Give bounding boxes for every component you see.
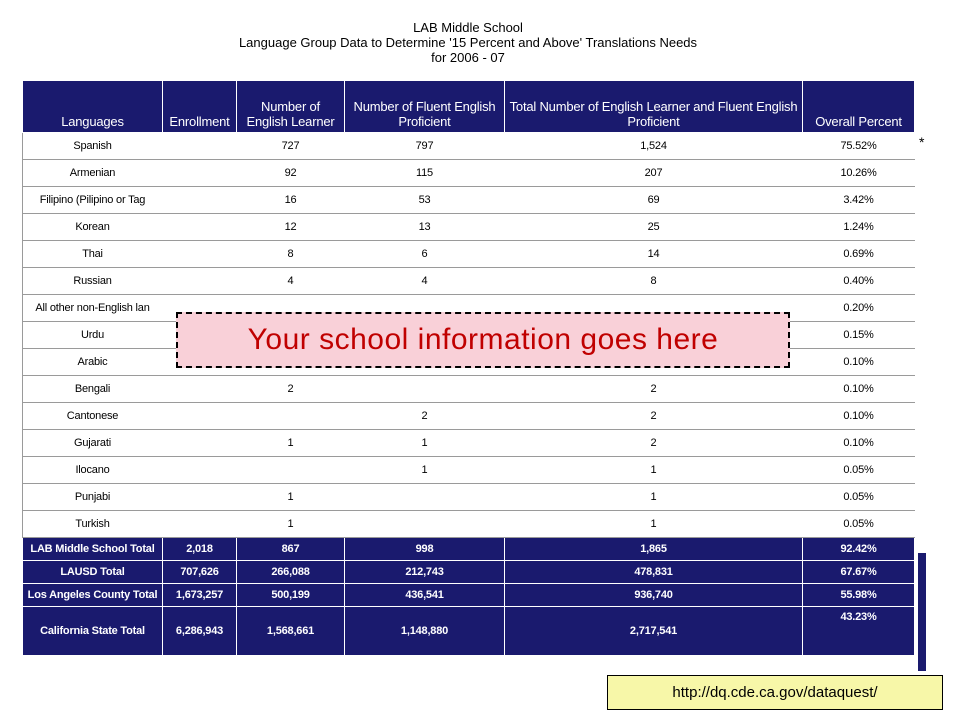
cell-percent: 0.10% [803, 403, 915, 430]
cell-language: All other non-English lan [23, 295, 163, 322]
cell-language: Arabic [23, 349, 163, 376]
total-cell-enrollment: 2,018 [163, 538, 237, 561]
cell-english-learner: 4 [237, 268, 345, 295]
cell-fluent-english [345, 511, 505, 538]
cell-enrollment [163, 241, 237, 268]
total-row [23, 561, 915, 584]
table-header-row [23, 81, 915, 133]
cell-language: Turkish [23, 511, 163, 538]
cell-percent: 0.05% [803, 511, 915, 538]
cell-total: 207 [505, 160, 803, 187]
table-row [23, 457, 915, 484]
table-row [23, 241, 915, 268]
cell-enrollment [163, 511, 237, 538]
cell-total: 1 [505, 457, 803, 484]
total-cell-english-learner: 266,088 [237, 561, 345, 584]
cell-enrollment [163, 187, 237, 214]
placeholder-text: Your school information goes here [247, 323, 719, 356]
footnote-mark: * [919, 134, 925, 150]
cell-enrollment [163, 484, 237, 511]
col-header-overall-percent: Overall Percent [803, 81, 915, 133]
cell-total: 2 [505, 376, 803, 403]
total-cell-total: 478,831 [505, 561, 803, 584]
cell-percent: 1.24% [803, 214, 915, 241]
total-cell-percent: 92.42% [803, 538, 915, 561]
total-cell-percent: 55.98% [803, 584, 915, 607]
cell-language: Korean [23, 214, 163, 241]
table-row [23, 268, 915, 295]
table-row [23, 133, 915, 160]
cell-fluent-english: 797 [345, 133, 505, 160]
cell-total: 8 [505, 268, 803, 295]
cell-percent: 3.42% [803, 187, 915, 214]
cell-english-learner: 16 [237, 187, 345, 214]
cell-percent: 10.26% [803, 160, 915, 187]
cell-total: 1 [505, 511, 803, 538]
cell-language: Filipino (Pilipino or Tag [23, 187, 163, 214]
cell-enrollment [163, 214, 237, 241]
total-cell-language: Los Angeles County Total [23, 584, 163, 607]
col-header-total: Total Number of English Learner and Fluent English Proficient [505, 81, 803, 133]
table-row [23, 511, 915, 538]
cell-percent: 0.20% [803, 295, 915, 322]
total-cell-language: LAUSD Total [23, 561, 163, 584]
cell-english-learner [237, 457, 345, 484]
table-row [23, 430, 915, 457]
cell-fluent-english: 115 [345, 160, 505, 187]
col-header-languages: Languages [23, 81, 163, 133]
cell-english-learner: 1 [237, 484, 345, 511]
col-header-english-learner: Number of English Learner [237, 81, 345, 133]
cell-enrollment [163, 268, 237, 295]
cell-english-learner: 1 [237, 430, 345, 457]
cell-total: 2 [505, 430, 803, 457]
table-row [23, 376, 915, 403]
cell-language: Russian [23, 268, 163, 295]
school-info-placeholder [176, 312, 790, 368]
table-row [23, 160, 915, 187]
cell-total: 25 [505, 214, 803, 241]
cell-language: Armenian [23, 160, 163, 187]
total-cell-percent: 43.23% [803, 607, 915, 656]
cell-percent: 0.05% [803, 484, 915, 511]
total-cell-enrollment: 707,626 [163, 561, 237, 584]
cell-fluent-english: 6 [345, 241, 505, 268]
total-cell-total: 936,740 [505, 584, 803, 607]
total-cell-language: LAB Middle School Total [23, 538, 163, 561]
total-cell-enrollment: 1,673,257 [163, 584, 237, 607]
table-row [23, 187, 915, 214]
cell-fluent-english [345, 376, 505, 403]
total-cell-fluent-english: 998 [345, 538, 505, 561]
cell-total: 2 [505, 403, 803, 430]
col-header-enrollment: Enrollment [163, 81, 237, 133]
cell-english-learner [237, 403, 345, 430]
total-row [23, 538, 915, 561]
cell-language: Punjabi [23, 484, 163, 511]
cell-percent: 0.40% [803, 268, 915, 295]
cell-percent: 0.10% [803, 349, 915, 376]
report-year: for 2006 - 07 [431, 50, 505, 65]
cell-enrollment [163, 403, 237, 430]
cell-language: Spanish [23, 133, 163, 160]
report-subtitle: Language Group Data to Determine '15 Percent and Above' Translations Needs [238, 35, 698, 50]
cell-fluent-english: 4 [345, 268, 505, 295]
cell-language: Cantonese [23, 403, 163, 430]
cell-percent: 0.69% [803, 241, 915, 268]
total-row [23, 607, 915, 656]
total-cell-language: California State Total [23, 607, 163, 656]
table-row [23, 403, 915, 430]
cell-enrollment [163, 133, 237, 160]
cell-fluent-english: 1 [345, 430, 505, 457]
total-cell-percent: 67.67% [803, 561, 915, 584]
cell-total: 1 [505, 484, 803, 511]
cell-english-learner: 8 [237, 241, 345, 268]
cell-fluent-english: 2 [345, 403, 505, 430]
total-cell-fluent-english: 1,148,880 [345, 607, 505, 656]
cell-total: 14 [505, 241, 803, 268]
cell-english-learner: 2 [237, 376, 345, 403]
cell-percent: 0.05% [803, 457, 915, 484]
cell-language: Ilocano [23, 457, 163, 484]
total-cell-total: 2,717,541 [505, 607, 803, 656]
cell-language: Gujarati [23, 430, 163, 457]
cell-english-learner: 1 [237, 511, 345, 538]
cell-enrollment [163, 160, 237, 187]
cell-percent: 0.10% [803, 376, 915, 403]
total-cell-fluent-english: 212,743 [345, 561, 505, 584]
cell-language: Urdu [23, 322, 163, 349]
cell-english-learner: 727 [237, 133, 345, 160]
language-group-table [22, 80, 915, 656]
table-row [23, 484, 915, 511]
cell-total: 1,524 [505, 133, 803, 160]
cell-english-learner: 92 [237, 160, 345, 187]
cell-total: 69 [505, 187, 803, 214]
col-header-fluent-english: Number of Fluent English Proficient [345, 81, 505, 133]
cell-enrollment [163, 376, 237, 403]
total-rows-edge-bar [918, 553, 926, 671]
report-title [0, 20, 936, 65]
total-cell-english-learner: 867 [237, 538, 345, 561]
cell-language: Thai [23, 241, 163, 268]
cell-enrollment [163, 430, 237, 457]
cell-fluent-english [345, 484, 505, 511]
school-name: LAB Middle School [413, 20, 523, 35]
cell-fluent-english: 1 [345, 457, 505, 484]
cell-language: Bengali [23, 376, 163, 403]
source-url-text: http://dq.cde.ca.gov/dataquest/ [672, 684, 878, 701]
cell-english-learner: 12 [237, 214, 345, 241]
source-url[interactable] [607, 675, 943, 710]
cell-percent: 75.52% [803, 133, 915, 160]
cell-fluent-english: 13 [345, 214, 505, 241]
cell-fluent-english: 53 [345, 187, 505, 214]
total-cell-english-learner: 500,199 [237, 584, 345, 607]
total-cell-total: 1,865 [505, 538, 803, 561]
cell-enrollment [163, 457, 237, 484]
table-row [23, 214, 915, 241]
total-row [23, 584, 915, 607]
total-cell-english-learner: 1,568,661 [237, 607, 345, 656]
total-cell-fluent-english: 436,541 [345, 584, 505, 607]
cell-percent: 0.10% [803, 430, 915, 457]
total-cell-enrollment: 6,286,943 [163, 607, 237, 656]
cell-percent: 0.15% [803, 322, 915, 349]
